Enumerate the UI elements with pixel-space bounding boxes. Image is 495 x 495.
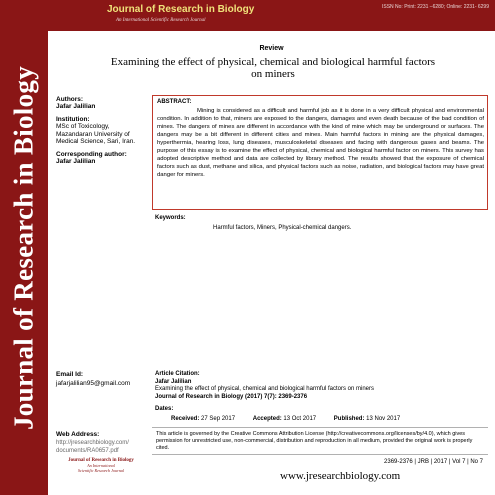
journal-name: Journal of Research in Biology bbox=[107, 4, 255, 15]
license-text: This article is governed by the Creative Commons Attribution License (http://creativecommons.org/licenses/by/4.0), which gives permission for unrestricted use, non-commercial, distribution and reproduction in all medium, provided the original work is properly cited. bbox=[156, 431, 473, 451]
citation-label: Article Citation: bbox=[155, 371, 200, 377]
accepted-date: 13 Oct 2017 bbox=[283, 416, 317, 422]
citation-reference: Journal of Research in Biology (2017) 7(7): 2369-2376 bbox=[155, 393, 308, 400]
logo-line-3: Scientific Research Journal bbox=[77, 468, 125, 473]
title-line-1: Examining the effect of physical, chemical and biological harmful factors bbox=[110, 56, 436, 68]
corresponding-label: Corresponding author: bbox=[56, 151, 127, 158]
corresponding-name: Jafar Jalilian bbox=[56, 158, 96, 165]
web-url-line-1[interactable]: http://jresearchbiology.com/ bbox=[56, 440, 129, 446]
accepted-label: Accepted: bbox=[252, 416, 282, 422]
institution-text bbox=[56, 123, 146, 146]
web-address-label: Web Address: bbox=[56, 431, 100, 438]
abstract-box bbox=[152, 95, 488, 210]
article-citation bbox=[155, 371, 374, 401]
citation-title: Examining the effect of physical, chemical and biological harmful factors on miners bbox=[155, 386, 374, 392]
institution-line-3: Medical Science, Sari, Iran. bbox=[56, 138, 136, 145]
received-label: Received: bbox=[171, 416, 200, 422]
journal-logo bbox=[56, 458, 146, 476]
logo-journal-name: Journal of Research in Biology bbox=[68, 458, 134, 463]
abstract-label: ABSTRACT: bbox=[157, 99, 192, 105]
issn-text: ISSN No: Print: 2231 –6280; Online: 2231- 6299 bbox=[381, 4, 489, 10]
dates-row bbox=[155, 416, 400, 422]
article-title bbox=[58, 56, 488, 80]
sidebar-band bbox=[0, 0, 48, 495]
published-label: Published: bbox=[333, 416, 365, 422]
keywords-text: Harmful factors, Miners, Physical-chemical dangers. bbox=[213, 225, 352, 231]
license-box bbox=[152, 427, 488, 455]
author-name: Jafar Jalilian bbox=[56, 103, 96, 110]
footer-meta: 2369-2376 | JRB | 2017 | Vol 7 | No 7 bbox=[384, 459, 483, 465]
email-label: Email Id: bbox=[56, 371, 84, 378]
institution-line-1: MSc of Toxicology, bbox=[56, 123, 110, 130]
dates-label: Dates: bbox=[155, 406, 174, 412]
authors-label: Authors: bbox=[56, 96, 84, 103]
journal-subtitle: An International Scientific Research Journal bbox=[116, 18, 206, 23]
keywords-label: Keywords: bbox=[155, 215, 186, 221]
logo-line-2: An International bbox=[87, 463, 115, 468]
published-date: 13 Nov 2017 bbox=[366, 416, 401, 422]
citation-author: Jafar Jalilian bbox=[155, 378, 192, 385]
institution-label: Institution: bbox=[56, 116, 90, 123]
header-bar bbox=[48, 0, 495, 31]
title-line-2: on miners bbox=[251, 68, 295, 80]
footer-website-link[interactable]: www.jresearchbiology.com bbox=[280, 470, 401, 482]
web-url-line-2[interactable]: documents/RA0657.pdf bbox=[56, 447, 119, 454]
vertical-journal-title: Journal of Research in Biology bbox=[8, 65, 39, 431]
received-date: 27 Sep 2017 bbox=[201, 416, 236, 422]
abstract-text: Mining is considered as a difficult and harmful job as it is done in a very difficult physical and environmental condition. In addition to that, miners are exposed to the dangers, damages and even death because of the bad condition of mines. The dangers of mines are different in accordance with the kind of mine which may be underground or surfaces. The dangers may be a bit different in different cities and mines. Main harmful factors in mining are the physical damages, hyperthermia, hearing loss, lung diseases, musculoskeletal diseases and facing with dangerous gases and beams. The purpose of this essay is to examine the effect of physical, chemical and biological harmful factor on miners. This survey has adopted descriptive method and data are collected by library method. The results showed that the exposure of chemical factors such as dust, methane and silica, and physical factors such as noise, radiation, and biological factors may have great danger for miners. bbox=[157, 108, 484, 178]
article-type: Review bbox=[259, 45, 284, 52]
web-address-link[interactable] bbox=[56, 440, 146, 455]
institution-line-2: Mazandaran University of bbox=[56, 130, 130, 138]
email-value[interactable]: jafarjalilian95@gmail.com bbox=[56, 380, 131, 387]
